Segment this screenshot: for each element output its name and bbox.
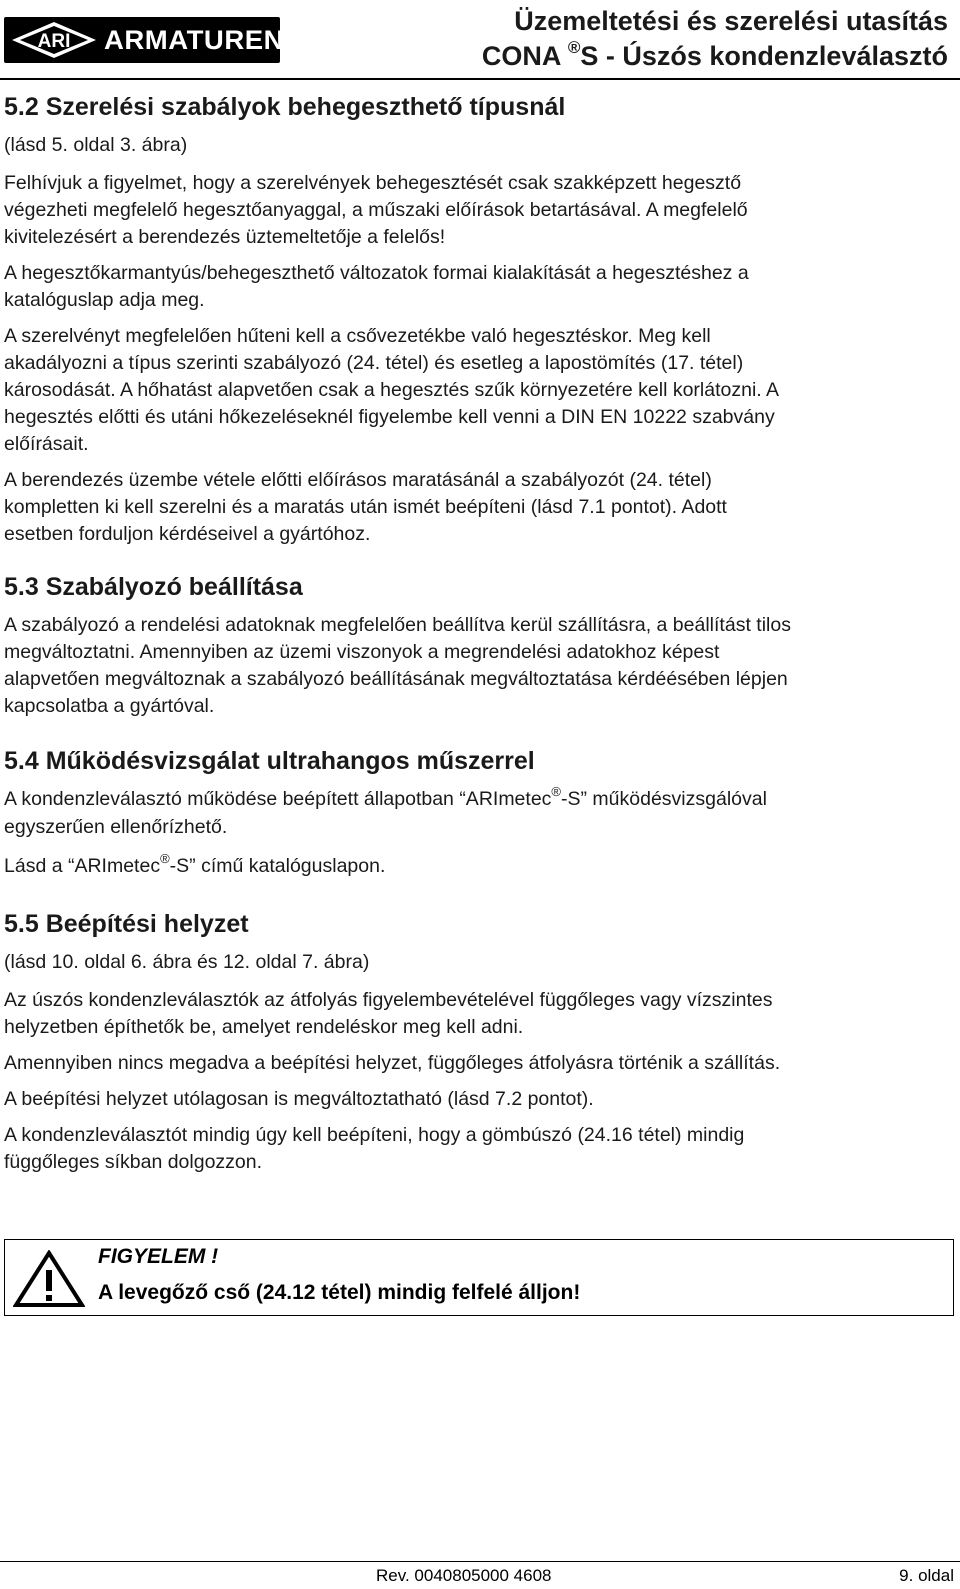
section-5-5-ref: (lásd 10. oldal 6. ábra és 12. oldal 7. ábra) [4,951,370,973]
section-5-5-paragraph-3: A beépítési helyzet utólagosan is megváltoztatható (lásd 7.2 pontot). [4,1088,594,1110]
section-5-4-paragraph-1: A kondenzleválasztó működése beépített állapotban “ARImetec®-S” működésvizsgálóval egyszerűen ellenőrízhető. [4,784,767,838]
warning-box [4,1239,954,1316]
section-5-5-paragraph-4: A kondenzleválasztót mindig úgy kell beépíteni, hogy a gömbúszó (24.16 tétel) mindig függőleges síkban dolgozzon. [4,1124,745,1173]
document-title-line1: Üzemeltetési és szerelési utasítás [514,6,948,36]
section-5-5-heading: 5.5 Beépítési helyzet [4,910,249,938]
section-5-4-paragraph-2: Lásd a “ARImetec®-S” című katalóguslapon. [4,851,386,877]
warning-text: A levegőző cső (24.12 tétel) mindig felfelé álljon! [98,1281,581,1304]
section-5-2-ref: (lásd 5. oldal 3. ábra) [4,134,188,156]
section-5-2-paragraph-1: Felhívjuk a figyelmet, hogy a szerelvények behegesztését csak szakképzett hegesztő végezheti megfelelő hegesztőanyaggal, a műszaki előírások betartásával. A megfelelő kivitelezésért a berendezés üztemeltetője a felelős! [4,172,748,248]
logo-text: ARMATUREN [104,25,285,55]
section-5-2-heading: 5.2 Szerelési szabályok behegeszthető típusnál [4,93,566,121]
ari-diamond-icon [10,21,98,59]
section-5-2-paragraph-3: A szerelvényt megfelelően hűteni kell a csővezetékbe való hegesztéskor. Meg kell akadályozni a típus szerinti szabályozó (24. tétel) és esetleg a lapostömítés (17. tétel) károsodását. A hőhatást alapvetően csak a hegesztés szűk környezetére kell korlátozni. A hegesztés előtti és utáni hőkezeléseknél figyelembe kell venni a DIN EN 10222 szabvány előírásait. [4,325,780,455]
header-divider [0,78,960,80]
section-5-3-heading: 5.3 Szabályozó beállítása [4,573,303,601]
section-5-4-heading: 5.4 Működésvizsgálat ultrahangos műszerrel [4,747,535,775]
document-title [482,4,948,77]
page-header [0,0,960,78]
ari-armaturen-logo [4,17,285,63]
section-5-3-paragraph-1: A szabályozó a rendelési adatoknak megfelelően beállítva kerül szállításra, a beállítást tilos megváltoztatni. Amennyiben az üzemi viszonyok a megrendelési adatokhoz képest alapvetően megváltoznak a szabályozó beállításának megváltoztatása kérdéésében lépjen kapcsolatba a gyártóval. [4,614,791,717]
footer-page-number: 9. oldal [899,1566,954,1585]
footer-divider [0,1561,960,1562]
section-5-2-paragraph-4: A berendezés üzembe vétele előtti előírásos maratásánál a szabályozót (24. tétel) kompletten ki kell szerelni és a maratás után ismét beépíteni (lásd 7.1 pontot). Adott esetben forduljon kérdéseivel a gyártóhoz. [4,469,727,545]
warning-title: FIGYELEM ! [98,1245,219,1268]
warning-triangle-icon [13,1250,85,1308]
section-5-2-paragraph-2: A hegesztőkarmantyús/behegeszthető változatok formai kialakítását a hegesztéshez a katalóguslap adja meg. [4,262,749,311]
footer-revision: Rev. 0040805000 4608 [376,1566,552,1585]
document-title-line2: CONA ®S - Úszós kondenzleválasztó [481,38,948,71]
section-5-5-paragraph-2: Amennyiben nincs megadva a beépítési helyzet, függőleges átfolyásra történik a szállítás. [4,1052,781,1074]
svg-text:ARI: ARI [37,31,71,52]
page-content [4,88,954,1176]
section-5-5-paragraph-1: Az úszós kondenzleválasztók az átfolyás figyelembevételével függőleges vagy vízszintes helyzetben építhetők be, amelyet rendeléskor meg kell adni. [4,989,773,1038]
